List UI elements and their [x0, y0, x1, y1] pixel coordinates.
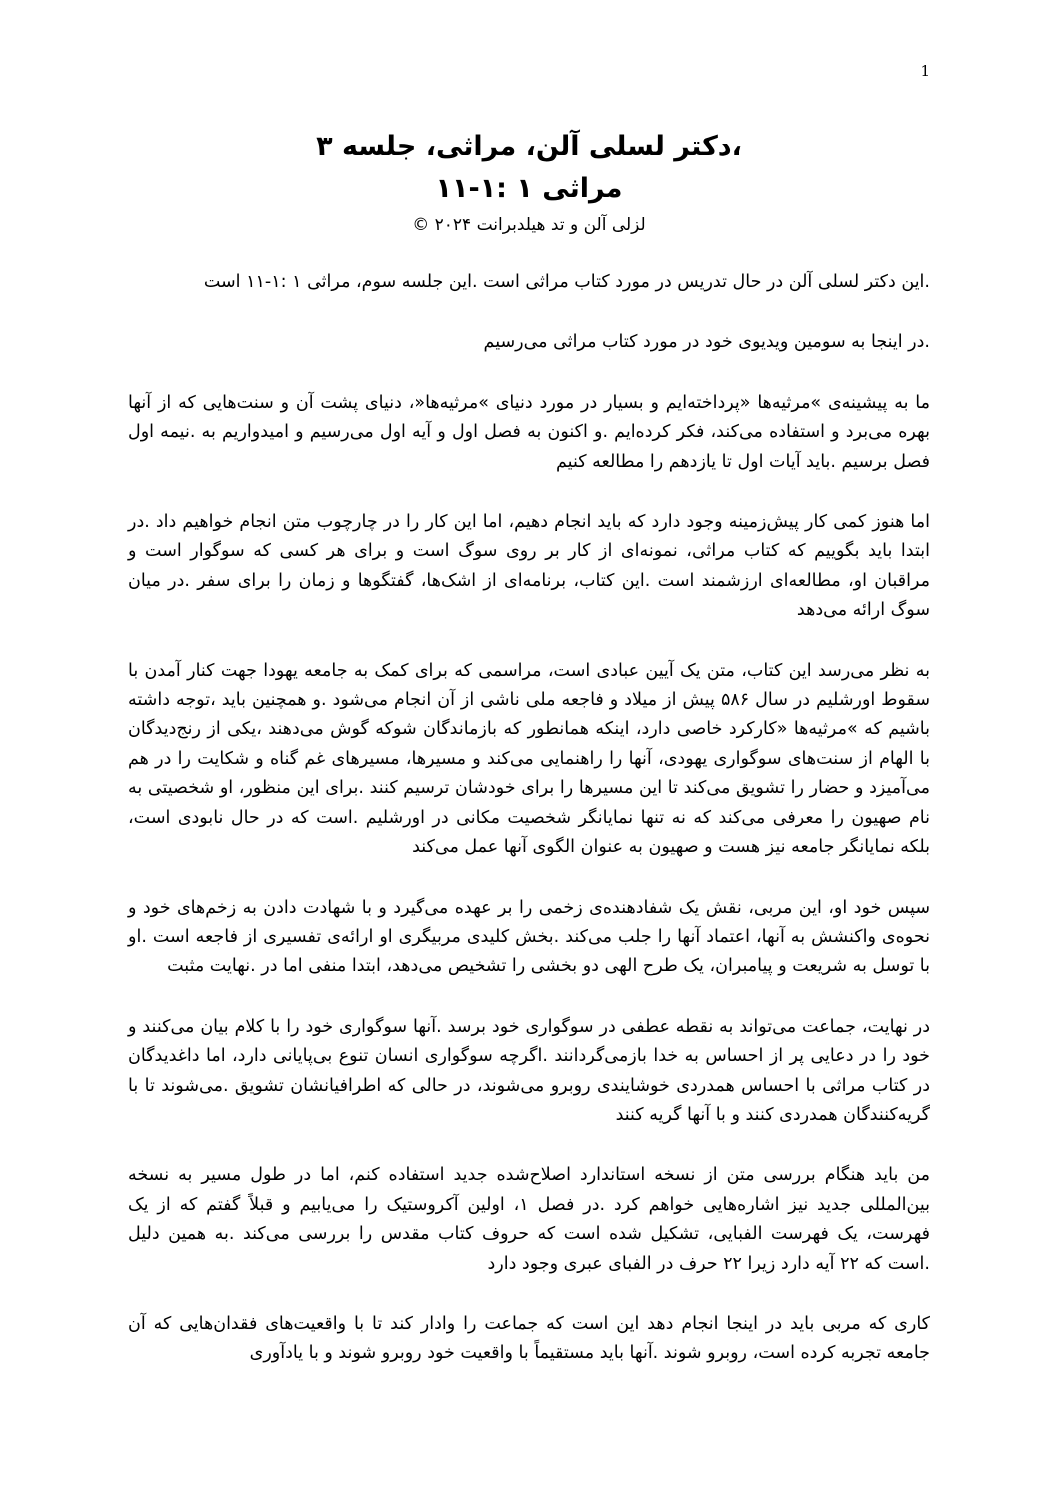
document-body — [128, 268, 930, 1400]
paragraph: اما هنوز کمی کار پیش‌زمینه وجود دارد که باید انجام دهیم، اما این کار را در چارچوب متن انجام خواهیم داد .در ابتدا باید بگوییم که کتاب مراثی، نمونه‌ای از کار بر روی سوگ است و برای هر کسی که سوگوار است و مراقبان او، مطالعه‌ای ارزشمند است .این کتاب، برنامه‌ای از اشک‌ها، گفتگوها و زمان را برای سفر .در میان سوگ ارائه می‌دهد — [128, 512, 930, 621]
document-subtitle: مراثی ۱ :۱-۱۱ — [435, 173, 623, 204]
document-title: ،دکتر لسلی آلن، مراثی، جلسه ۳ — [316, 131, 742, 162]
paragraph: در نهایت، جماعت می‌تواند به نقطه عطفی در سوگواری خود برسد .آنها سوگواری خود را با کلام بیان می‌کنند و خود را در دعایی پر از احساس به خدا بازمی‌گردانند .اگرچه سوگواری انسان تنوع بی‌پایانی دارد، اما داغدیدگان در کتاب مراثی با احساس همدردی خوشایندی روبرو می‌شوند، در حالی که اطرافیانشان تشویق .می‌شوند تا با گریه‌کنندگان همدردی کنند و با آنها گریه کنند — [128, 1016, 930, 1125]
paragraph: .در اینجا به سومین ویدیوی خود در مورد کتاب مراثی می‌رسیم — [483, 332, 930, 353]
page-number: 1 — [920, 62, 930, 80]
paragraph: ما به پیشینه‌ی »مرثیه‌ها «پرداخته‌ایم و بسیار در مورد دنیای »مرثیه‌ها«، دنیای پشت آن و سنت‌هایی که از آنها بهره می‌برد و استفاده می‌کند، فکر کرده‌ایم .و اکنون به فصل اول و آیه اول می‌رسیم و امیدواریم به .نیمه اول فصل برسیم .باید آیات اول تا یازدهم را مطالعه کنیم — [128, 392, 930, 472]
copyright-line: لزلی آلن و تد هیلدبرانت ۲۰۲۴ © — [412, 215, 646, 235]
paragraph: .این دکتر لسلی آلن در حال تدریس در مورد کتاب مراثی است .این جلسه سوم، مراثی ۱ :۱-۱۱ است — [203, 272, 930, 292]
paragraph: سپس خود او، این مربی، نقش یک شفادهنده‌ی زخمی را بر عهده می‌گیرد و با شهادت دادن به زخم‌های خود و نحوه‌ی واکنشش به آنها، اعتماد آنها را جلب می‌کند .بخش کلیدی مربیگری او ارائه‌ی تفسیری از فاجعه است .او با توسل به شریعت و پیامبران، یک طرح الهی دو بخشی را تشخیص می‌دهد، ابتدا منفی اما در .نهایت مثبت — [128, 897, 930, 977]
document-header — [128, 126, 930, 238]
paragraph: به نظر می‌رسد این کتاب، متن یک آیین عبادی است، مراسمی که برای کمک به جامعه یهودا جهت کنار آمدن با سقوط اورشلیم در سال ۵۸۶ پیش از میلاد و فاجعه ملی ناشی از آن انجام می‌شود .و همچنین باید ،توجه داشته باشیم که »مرثیه‌ها «کارکرد خاصی دارد، اینکه همانطور که بازماندگان شوکه گوش می‌دهند ،یکی از رنج‌دیدگان با الهام از سنت‌های سوگواری یهودی، آنها را راهنمایی می‌کند و مسیرها، مسیرهای غم گناه و شکایت را در هم می‌آمیزد و حضار را تشویق می‌کند تا این مسیرها را برای خودشان ترسیم کنند .برای این منظور، او شخصیتی به نام صهیون را معرفی می‌کند که نه تنها نمایانگر شخصیت مکانی در اورشلیم .است که در حال نابودی است، بلکه نمایانگر جامعه نیز هست و صهیون به عنوان الگوی آنها عمل می‌کند — [128, 660, 930, 858]
paragraph: کاری که مربی باید در اینجا انجام دهد این است که جماعت را وادار کند تا با واقعیت‌های فقدان‌هایی که آن جامعه تجربه کرده است، روبرو شوند .آنها باید مستقیماً با واقعیت خود روبرو شوند و با یادآوری — [128, 1313, 930, 1364]
paragraph: من باید هنگام بررسی متن از نسخه استاندارد اصلاح‌شده جدید استفاده کنم، اما در طول مسیر به نسخه بین‌المللی جدید نیز اشاره‌هایی خواهم کرد .در فصل ۱، اولین آکروستیک را می‌یابیم و قبلاً گفتم که از یک فهرست، یک فهرست الفبایی، تشکیل شده است که حروف کتاب مقدس را بررسی می‌کند .به همین دلیل .است که ۲۲ آیه دارد زیرا ۲۲ حرف در الفبای عبری وجود دارد — [128, 1165, 930, 1274]
